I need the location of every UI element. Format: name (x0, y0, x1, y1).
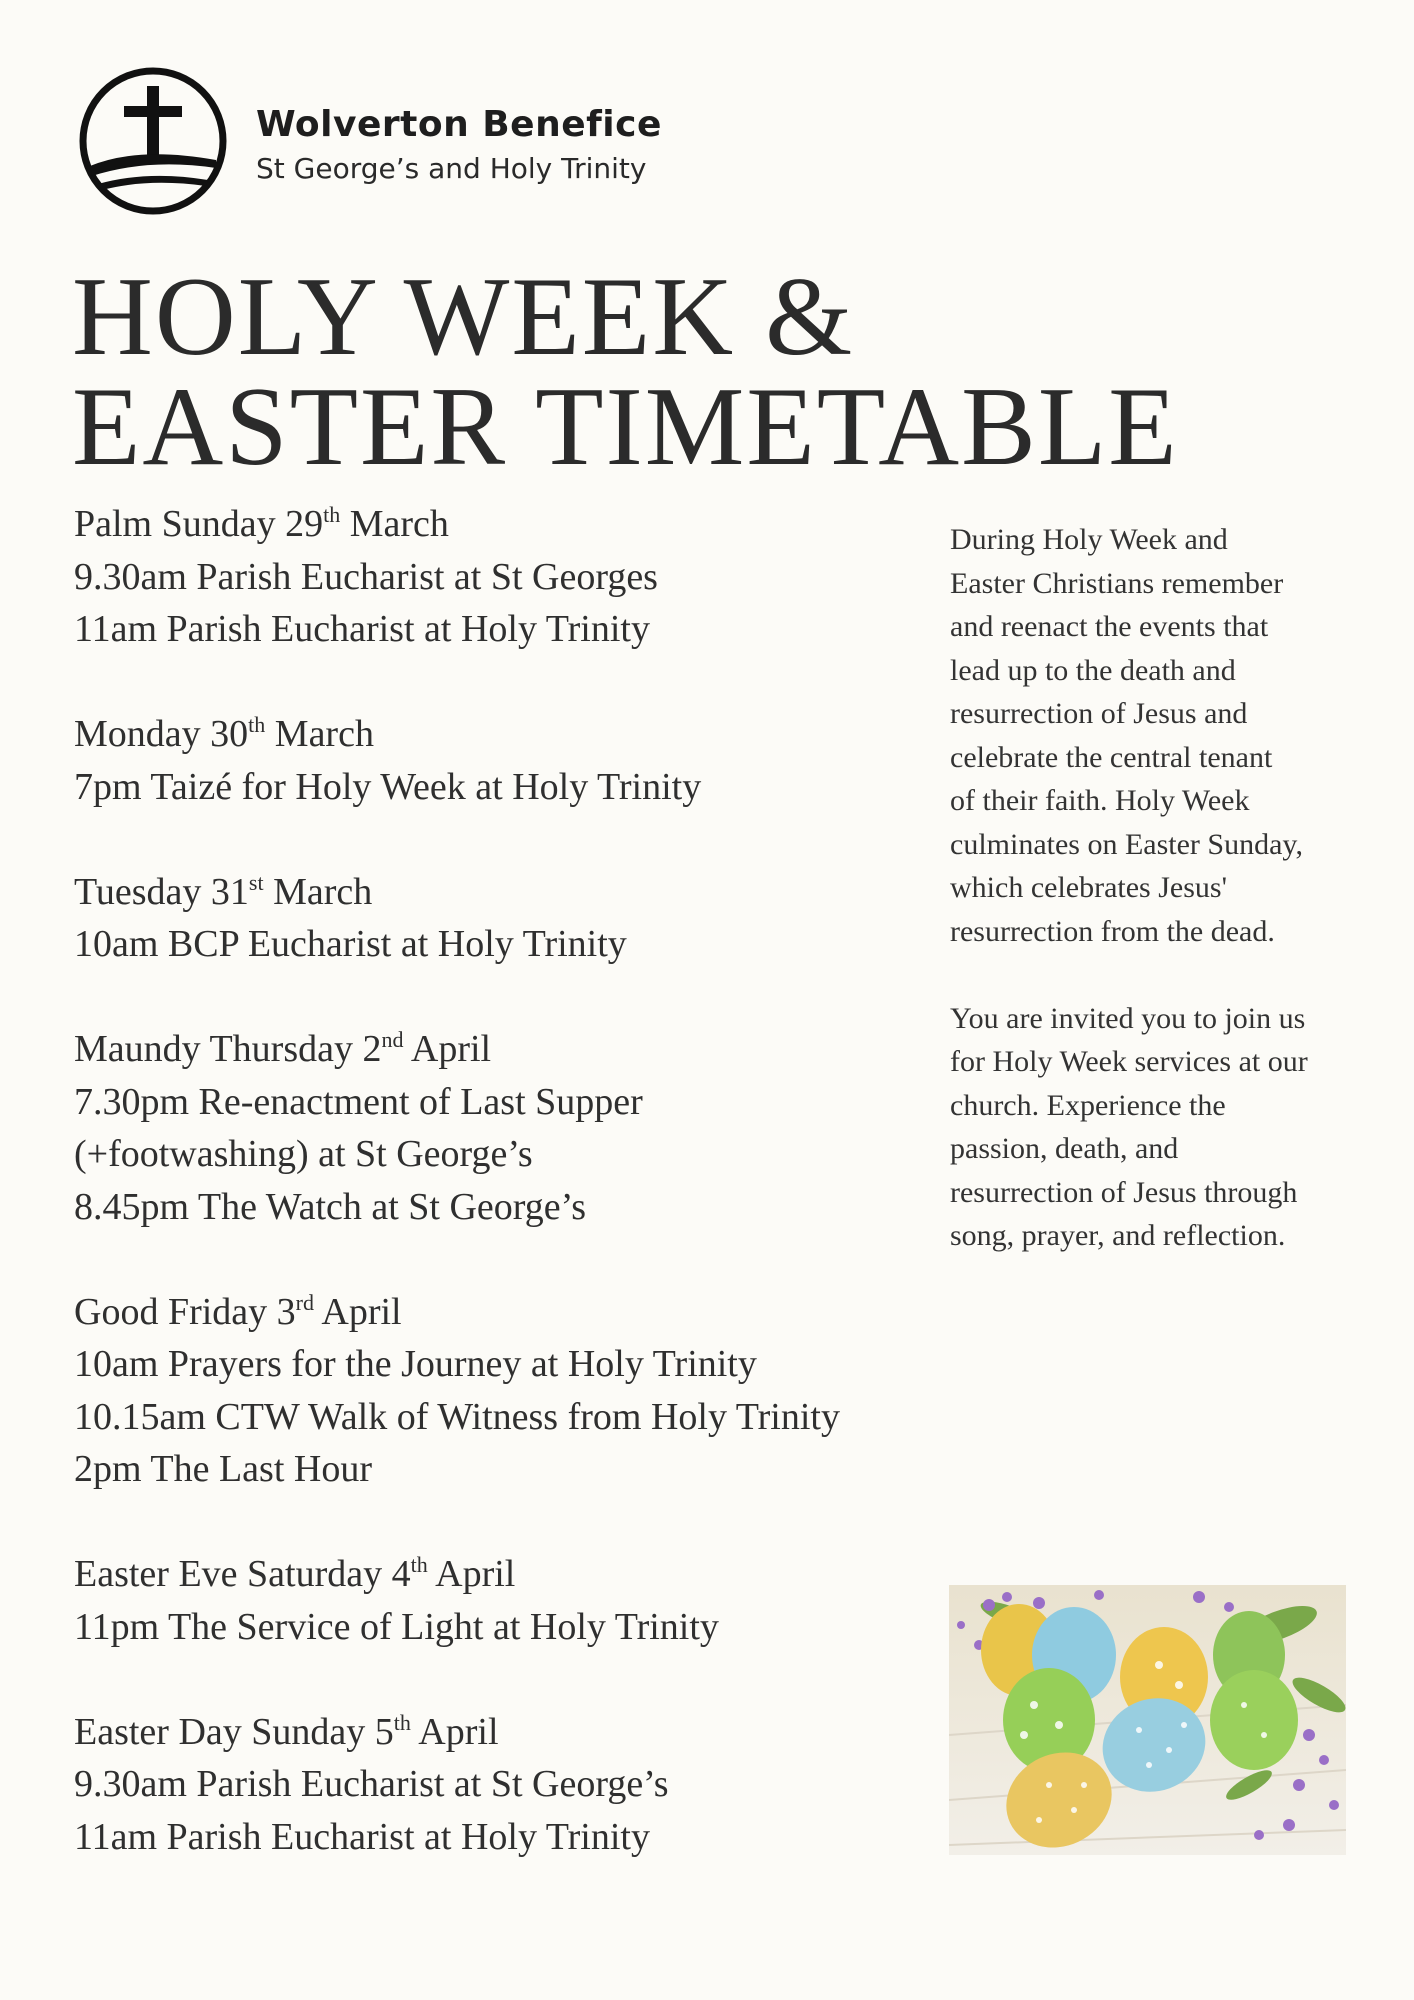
paragraph-line: song, prayer, and reflection. (950, 1219, 1286, 1252)
paragraph-line: Easter Christians remember (950, 566, 1284, 600)
paragraph-line: resurrection of Jesus through (950, 1175, 1298, 1209)
title-line: EASTER TIMETABLE (72, 365, 1179, 489)
paragraph-line: celebrate the central tenant (950, 740, 1273, 774)
service-event: 9.30am Parish Eucharist at St George’s (74, 1763, 669, 1805)
schedule-day (74, 866, 934, 971)
title-line: HOLY WEEK & (72, 255, 855, 379)
paragraph-line: During Holy Week and (950, 523, 1228, 556)
service-event: 8.45pm The Watch at St George’s (74, 1185, 586, 1228)
org-subtitle: St George’s and Holy Trinity (256, 152, 647, 185)
service-event: 9.30am Parish Eucharist at St Georges (74, 555, 658, 598)
paragraph-line: of their faith. Holy Week (950, 784, 1250, 817)
paragraph-line: passion, death, and (950, 1132, 1179, 1165)
service-schedule (74, 498, 934, 1916)
service-event: 7pm Taizé for Holy Week at Holy Trinity (74, 765, 702, 808)
invitation-paragraph (950, 997, 1390, 1258)
page-title (72, 255, 1179, 489)
day-heading: Palm Sunday 29th March (74, 502, 449, 545)
schedule-day (74, 498, 934, 656)
service-event: 7.30pm Re-enactment of Last Supper (74, 1080, 643, 1123)
paragraph-line: church. Experience the (950, 1088, 1226, 1122)
day-heading: Easter Eve Saturday 4th April (74, 1552, 516, 1595)
day-heading: Monday 30th March (74, 712, 374, 755)
day-heading: Good Friday 3rd April (74, 1289, 402, 1333)
schedule-day (74, 1706, 934, 1864)
sidebar-text (950, 518, 1390, 1258)
paragraph-line: You are invited you to join us (950, 1001, 1306, 1035)
service-event: 11am Parish Eucharist at Holy Trinity (74, 608, 650, 650)
paragraph-line: lead up to the death and (950, 653, 1236, 687)
paragraph-line: resurrection of Jesus and (950, 697, 1248, 730)
schedule-day (74, 1286, 934, 1496)
service-event: 2pm The Last Hour (74, 1448, 372, 1490)
schedule-day (74, 708, 934, 813)
paragraph-line: for Holy Week services at our (950, 1045, 1308, 1078)
service-event: 10am BCP Eucharist at Holy Trinity (74, 923, 627, 965)
paragraph-line: and reenact the events that (950, 610, 1269, 643)
paragraph-line: resurrection from the dead. (950, 914, 1275, 948)
paragraph-line: culminates on Easter Sunday, (950, 827, 1303, 861)
benefice-logo-icon (78, 66, 228, 216)
day-heading: Maundy Thursday 2nd April (74, 1027, 492, 1070)
day-heading: Easter Day Sunday 5th April (74, 1709, 499, 1753)
easter-eggs-image (949, 1585, 1346, 1855)
schedule-day (74, 1023, 934, 1233)
service-event: (+footwashing) at St George’s (74, 1133, 533, 1175)
paragraph-line: which celebrates Jesus' (950, 871, 1227, 904)
schedule-day (74, 1548, 934, 1653)
day-heading: Tuesday 31st March (74, 869, 373, 913)
service-event: 11am Parish Eucharist at Holy Trinity (74, 1815, 650, 1858)
org-name: Wolverton Benefice (256, 104, 662, 145)
intro-paragraph (950, 518, 1390, 953)
service-event: 11pm The Service of Light at Holy Trinity (74, 1605, 719, 1648)
service-event: 10.15am CTW Walk of Witness from Holy Trinity (74, 1395, 840, 1438)
service-event: 10am Prayers for the Journey at Holy Trinity (74, 1343, 757, 1385)
